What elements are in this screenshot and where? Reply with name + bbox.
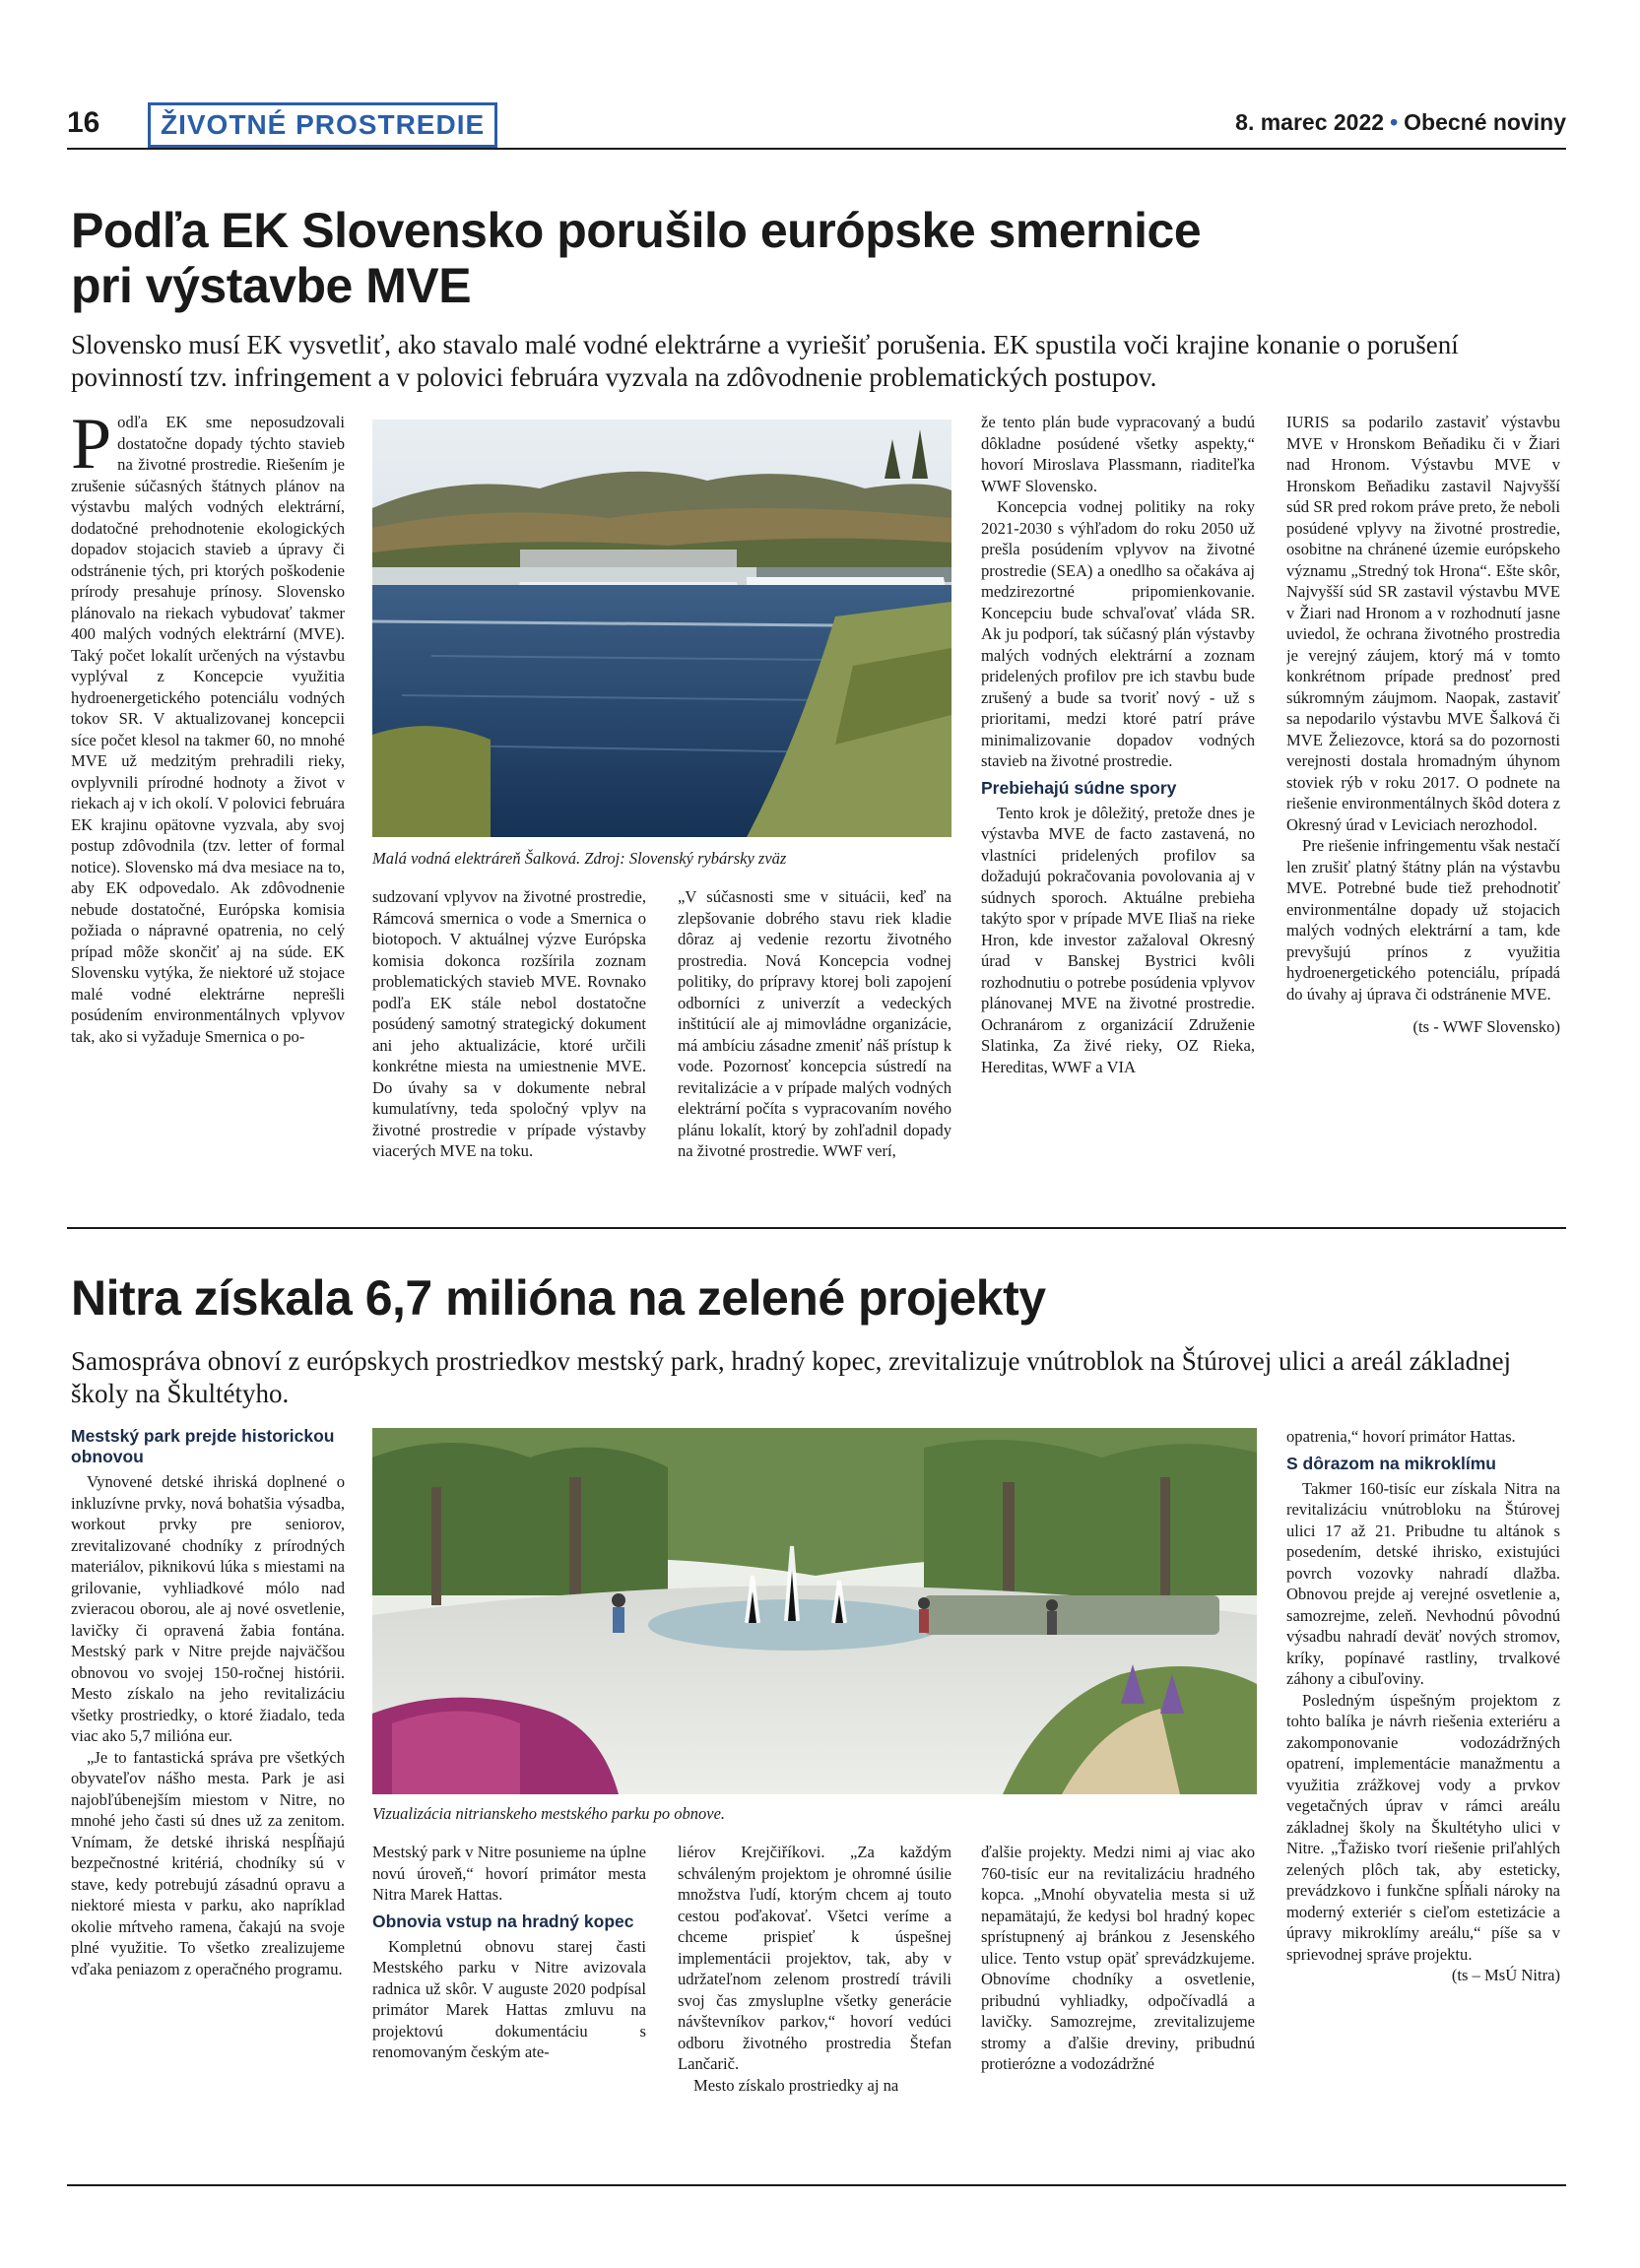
article1-col4-p1: že tento plán bude vypracovaný a budú dôkladne posúdené všetky aspekty,“ hovorí Miroslava Plassmann, riaditeľka WWF Slovensko. [981, 413, 1255, 495]
article2-signature: (ts – MsÚ Nitra) [1451, 1966, 1560, 1984]
article2-col5-p1: Takmer 160-tisíc eur získala Nitra na revitalizáciu vnútrobloku na Štúrovej ulici 17 až 21. Pribudne tu altánok s posedením, detské ihrisko, existujúci povrch vozovky nahradí dlažba. Obnovou prejde aj verejné osvetlenie a, samozrejme, zeleň. Nevhodnú pôvodnú výsadbu nahradí deväť nových stromov, kríky, popínavé rastliny, trvalkové záhony a cibuľoviny. [1286, 1478, 1560, 1688]
article2-column-5 [1286, 1426, 1560, 2174]
article1-title-line2: pri výstavbe MVE [71, 258, 472, 313]
article2-col3-text: liérov Krejčiříkovi. „Za každým schváleným projektom je ohromné úsilie množstva ľudí, ktorým chcem aj touto cestou poďakovať. Všetci veríme a chceme prispieť k úspešnej implementácii projektov, tak, aby v udržateľnom zelenom prostredí trávili svoj čas zmysluplne všetky generácie návštevníkov parkov,“ hovorí vedúci odboru životného prostredia Štefan Lančarič. [678, 1843, 951, 2073]
header-rule [67, 148, 1566, 150]
publication-name: Obecné noviny [1404, 109, 1566, 135]
article1-col3-text: „V súčasnosti sme v situácii, keď na zlepšovanie dobrého stavu riek kladie dôraz aj vedenie rezortu životného prostredia. Nová Koncepcia vodnej politiky, do prípravy ktorej boli zapojení odborníci z univerzít a vedeckých inštitúcií ale aj mimovládne organizácie, má ambíciu zásadne zmeniť náš prístup k vode. Pozornosť koncepcia sústredí na revitalizácie a v prípade malých vodných elektrární počíta s vypracovaním nového plánu lokalít, ktorý by zohľadnil dopady na životné prostredie. WWF verí, [678, 887, 951, 1160]
article1-column-5 [1286, 412, 1560, 1215]
article1-column-3 [678, 886, 951, 1215]
page-number: 16 [67, 106, 100, 139]
article2-subheading-3: S dôrazom na mikroklímu [1286, 1453, 1496, 1473]
section-label: ŽIVOTNÉ PROSTREDIE [148, 102, 497, 148]
article2-col1-p2: „Je to fantastická správa pre všetkých obyvateľov nášho mesta. Park je asi najobľúbenejším miestom v Nitre, no mnohé jeho časti sú dnes už za zenitom. Vnímam, že detské ihriská nespĺňajú bezpečnostné kritériá, chodníky sú v stave, kedy potrebujú zásadnú opravu a niektoré miesta v parku, ako napríklad okolie mŕtveho ramena, čakajú na svoje plné využitie. To všetko zrealizujeme vďaka peniazom z operačného programu. [71, 1747, 345, 1978]
article2-column-3 [678, 1842, 951, 2174]
issue-date: 8. marec 2022 [1235, 109, 1385, 135]
page-bottom-rule [67, 2184, 1566, 2186]
article2-lead: Samospráva obnoví z európskych prostriedkov mestský park, hradný kopec, zrevitalizuje vnútroblok na Štúrovej ulici a areál základnej školy na Škultétyho. [71, 1346, 1512, 1408]
dam-photo-image [372, 420, 951, 837]
article1-lead: Slovensko musí EK vysvetliť, ako stavalo malé vodné elektrárne a vyriešiť porušenia. EK spustila voči krajine konanie o porušení povinností tzv. infringement a v polovici februára vyzvala na zdôvodnenie problematických postupov. [71, 330, 1459, 392]
park-visualization-image [372, 1428, 1257, 1794]
article1-col4-p3: Tento krok je dôležitý, pretože dnes je výstavba MVE de facto zastavená, no vlastníci pridelených profilov sa dožadujú pokračovania povolovania aj v súdnych sporoch. Aktuálne prebieha takýto spor v prípade MVE Iliaš na rieke Hron, kde investor zažaloval Okresný úrad v Banskej Bystrici kvôli rozhodnutiu o potrebe posúdenia vplyvov plánovanej MVE na životné prostredie. Ochranárom z organizácií Združenie Slatinka, Za živé rieky, OZ Rieka, Hereditas, WWF a VIA [981, 803, 1255, 1076]
article1-column-4 [981, 412, 1255, 1215]
article2-column-4 [981, 1842, 1255, 2174]
article2-col5-p0: opatrenia,“ hovorí primátor Hattas. [1286, 1427, 1516, 1446]
issue-date-line [1235, 109, 1566, 136]
article1-column-2 [372, 886, 646, 1215]
article2-col4-text: ďalšie projekty. Medzi nimi aj viac ako 760-tisíc eur na revitalizáciu hradného kopca. „Mnohí obyvatelia mesta si už nepamätajú, že kedysi bol hradný kopec sprístupnený aj bránkou z Jesenského ulice. Tento vstup opäť sprevádzkujeme. Obnovíme chodníky a osvetlenie, pribudnú vyhliadky, odpočívadlá a lavičky. Samozrejme, zrevitalizujeme stromy a ďalšie dreviny, pribudnú protierózne a vodozádržné [981, 1843, 1255, 2073]
article2-subheading-2: Obnovia vstup na hradný kopec [372, 1911, 634, 1931]
article2-column-2 [372, 1842, 646, 2174]
article1-col2-text: sudzovaní vplyvov na životné prostredie, Rámcová smernica o vode a Smernica o biotopoch. V aktuálnej výzve Európska komisia dokonca rozšírila zoznam problematických stavieb MVE. Rovnako podľa EK stále nebol dostatočne posúdený samotný strategický dokument ani jeho aktualizácie, ktoré určili konkrétne miesta na umiestnenie MVE. Do úvahy sa v dokumente nebral kumulatívny, teda spoločný vplyv na životné prostredie v prípade výstavby viacerých MVE na toku. [372, 887, 646, 1160]
article2-photo-caption: Vizualizácia nitrianskeho mestského parku po obnove. [372, 1804, 726, 1823]
article2-col3-p2: Mesto získalo prostriedky aj na [693, 2075, 899, 2095]
dam-photo [372, 420, 951, 837]
article2-col5-p2: Posledným úspešným projektom z tohto balíka je návrh riešenia exteriéru a zakomponovanie vodozádržných opatrení, implementácie manažmentu a využitia zrážkovej vody a prvkov vegetačných úprav v rámci areálu základnej školy na Škultétyho ulici v Nitre. „Ťažisko tvorí riešenie priľahlých zelených plôch tak, aby esteticky, prevádzkovo i funkčne spĺňali nároky na moderný exteriér s cieľom estetizácie a úpravy mikroklímy areálu,“ píše sa v sprievodnej správe projektu. [1286, 1690, 1560, 1964]
article2-title: Nitra získala 6,7 milióna na zelené projekty [71, 1270, 1046, 1326]
article1-dropcap: P [71, 412, 112, 485]
article2-subheading-1: Mestský park prejde historickou obnovou [71, 1426, 335, 1466]
article1-column-1 [71, 412, 345, 1215]
article1-signature: (ts - WWF Slovensko) [1412, 1017, 1560, 1036]
article2-col2-p2: Kompletnú obnovu starej časti Mestského parku v Nitre avizovala radnica už skôr. V auguste 2020 podpísal primátor Marek Hattas zmluvu na projektovú dokumentáciu s renomovaným českým ate- [372, 1936, 646, 2061]
header-separator: • [1390, 109, 1399, 135]
article1-col1-text: odľa EK sme neposudzovali dostatočne dopady týchto stavieb na životné prostredie. Riešením je zrušenie súčasných štátnych plánov na výstavbu malých vodných elektrární, dodatočné prehodnotenie ekologických dopadov stojacich stavieb a úpravy či odstránenie tých, pri ktorých poškodenie prírody presahuje prínosy. Slovensko plánovalo na riekach vybudovať takmer 400 malých vodných elektrární (MVE). Taký počet lokalít určených na výstavbu vyplýval z Koncepcie využitia hydroenergetického potenciálu vodných tokov SR. V aktualizovanej koncepcii síce počet klesol na takmer 60, no mnohé MVE už medzitým prehradili rieky, ovplyvnili prírodné hodnoty a život v riekach aj v ich okolí. V polovici februára EK krajinu opätovne vyzvala, aby svoj postup zdôvodnila (tzv. letter of formal notice). Slovensko má dva mesiace na to, aby EK odpovedalo. Ak zdôvodnenie nebude dostatočné, Európska komisia požiada o nápravné opatrenia, no celý prípad môže skončiť aj na súde. EK Slovensku vytýka, že niektoré už stojace malé vodné elektrárne neprešli posúdením environmentálnych vplyvov tak, ako si vyžaduje Smernica o po- [71, 413, 345, 1046]
article1-col4-p2: Koncepcia vodnej politiky na roky 2021-2030 s výhľadom do roku 2050 už prešla posúdením vplyvov na životné prostredie (SEA) a onedlho sa očakáva aj medzirezortné pripomienkovanie. Koncepciu bude schvaľovať vláda SR. Ak ju podporí, tak súčasný plán výstavby malých vodných elektrární a zoznam pridelených profilov pre ich stavbu bude zrušený a bude sa tvoriť nový - už s prioritami, medzi ktoré patrí práve minimalizovanie dopadov vodných stavieb na životné prostredie. [981, 497, 1255, 770]
article1-col5-p1: IURIS sa podarilo zastaviť výstavbu MVE v Hronskom Beňadiku či v Žiari nad Hronom. Výstavbu MVE v Hronskom Beňadiku zastavil Najvyšší súd SR pred rokom práve preto, že neboli posúdené vplyvy na životné prostredie, osobitne na chránené územie európskeho významu „Stredný tok Hrona“. Ešte skôr, Najvyšší súd SR zastavil výstavbu MVE v Žiari nad Hronom a v rozhodnutí jasne uviedol, že ochrana životného prostredia je verejný záujem, ktorý má v tomto konkrétnom prípade prednosť pred súkromným záujmom. Naopak, zastaviť sa nepodarilo výstavbu MVE Šalková či MVE Želiezovce, ktorá sa do pozornosti verejnosti dostala hromadným úhynom stoviek rýb v roku 2017. O podnete na riešenie environmentálnych škôd dotera z Okresný úrad v Leviciach nerozhodol. [1286, 413, 1560, 834]
article1-title-line1: Podľa EK Slovensko porušilo európske smernice [71, 203, 1202, 258]
article1-subheading: Prebiehajú súdne spory [981, 777, 1177, 798]
article2-col1-p1: Vynovené detské ihriská doplnené o inkluzívne prvky, nová bohatšia výsadba, workout prvky pre seniorov, zrevitalizované chodníky z prírodných materiálov, piknikovú lúka s miestami na grilovanie, vyhliadkové mólo nad zvieracou oborou, ale aj nové osvetlenie, lavičky či opravená žabia fontána. Mestský park v Nitre prejde najväčšou obnovou vo svojej 150-ročnej histórii. Mesto získalo na jeho revitalizáciu všetky prostriedky, o ktoré žiadalo, teda viac ako 5,7 milióna eur. [71, 1472, 345, 1745]
article2-col2-p1: Mestský park v Nitre posunieme na úplne novú úroveň,“ hovorí primátor mesta Nitra Marek Hattas. [372, 1843, 646, 1904]
article1-photo-caption: Malá vodná elektráreň Šalková. Zdroj: Slovenský rybársky zväz [372, 849, 787, 868]
park-visualization [372, 1428, 1257, 1794]
article-divider-1 [67, 1227, 1566, 1229]
page-header [67, 102, 1566, 146]
article2-column-1 [71, 1426, 345, 2174]
article1-col5-p2: Pre riešenie infringementu však nestačí len zrušiť platný štátny plán na výstavbu MVE. Potrebné bude tiež prehodnotiť environmentálne dopady už stojacich malých vodných elektrární a tam, kde prevyšujú prínos z využitia hydroenergetického potenciálu, prípadá do úvahy aj úprava či odstránenie MVE. [1286, 836, 1560, 1004]
